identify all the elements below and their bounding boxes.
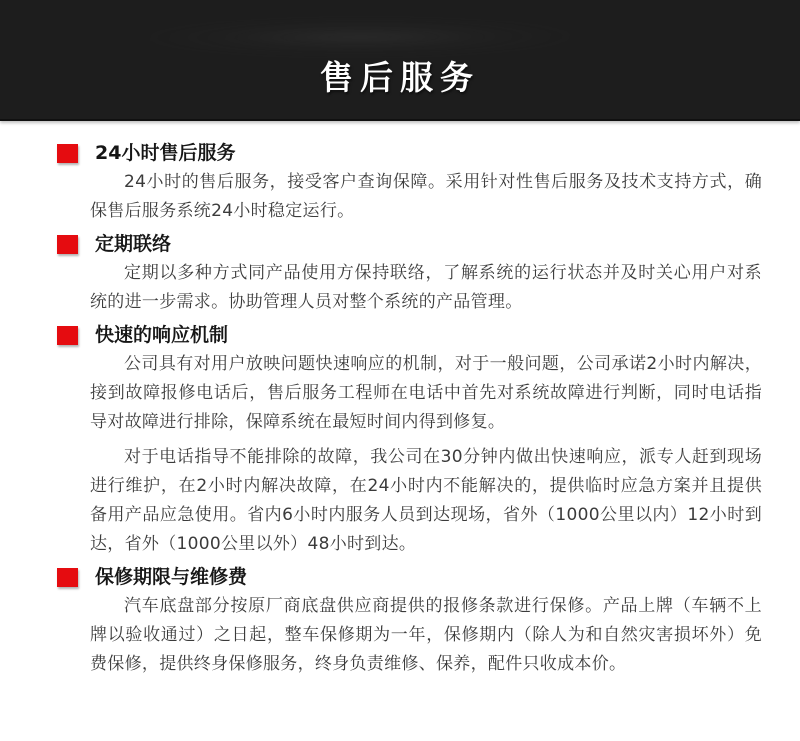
section-regular-contact: [57, 233, 762, 317]
header-banner: [0, 0, 800, 121]
section-paragraph: 汽车底盘部分按原厂商底盘供应商提供的报修条款进行保修。产品上牌（车辆不上牌以验收通过）之日起，整车保修期为一年，保修期内（除人为和自然灾害损坏外）免费保修，提供终身保修服务，终身负责维修、保养，配件只收成本价。: [90, 596, 762, 674]
section-header: [57, 233, 762, 255]
section-header: [57, 142, 762, 164]
section-heading: 定期联络: [95, 233, 172, 255]
section-rapid-response: [57, 324, 762, 559]
content-area: [0, 121, 800, 679]
section-heading: 保修期限与维修费: [95, 566, 248, 588]
section-paragraph: 对于电话指导不能排除的故障，我公司在30分钟内做出快速响应，派专人赶到现场进行维护，在2小时内解决故障，在24小时内不能解决的，提供临时应急方案并且提供备用产品应急使用。省内6小时内服务人员到达现场，省外（1000公里以内）12小时到达，省外（1000公里以外）48小时到达。: [90, 447, 762, 554]
page-title: 售后服务: [320, 58, 480, 97]
red-square-bullet-icon: [57, 235, 78, 254]
red-square-bullet-icon: [57, 326, 78, 345]
section-header: [57, 566, 762, 588]
red-square-bullet-icon: [57, 144, 78, 163]
section-paragraph: 定期以多种方式同产品使用方保持联络，了解系统的运行状态并及时关心用户对系统的进一步需求。协助管理人员对整个系统的产品管理。: [90, 263, 762, 312]
section-warranty-fees: [57, 566, 762, 679]
section-paragraph: 公司具有对用户放映问题快速响应的机制，对于一般问题，公司承诺2小时内解决，接到故障报修电话后，售后服务工程师在电话中首先对系统故障进行判断，同时电话指导对故障进行排除，保障系统在最短时间内得到修复。: [90, 354, 762, 432]
section-heading: 24小时售后服务: [95, 142, 236, 164]
red-square-bullet-icon: [57, 568, 78, 587]
section-paragraph: 24小时的售后服务，接受客户查询保障。采用针对性售后服务及技术支持方式，确保售后服务系统24小时稳定运行。: [90, 172, 762, 221]
section-heading: 快速的响应机制: [95, 324, 229, 346]
section-header: [57, 324, 762, 346]
section-24hour-service: [57, 142, 762, 226]
